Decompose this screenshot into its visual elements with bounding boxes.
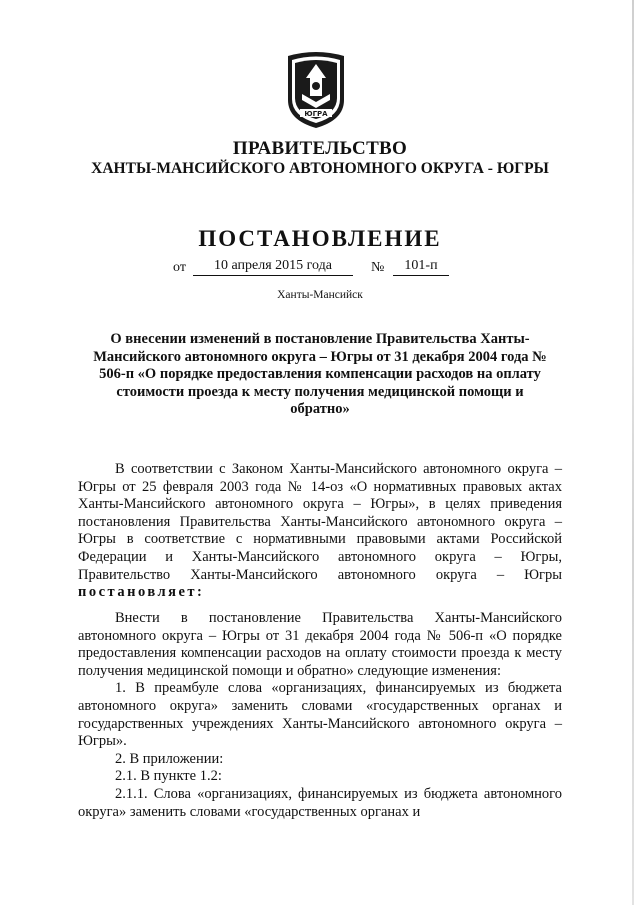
item-2-1: 2.1. В пункте 1.2: <box>115 768 222 785</box>
coat-of-arms-icon <box>284 50 348 130</box>
scan-edge-shadow <box>632 0 634 905</box>
city-name: Ханты-Мансийск <box>277 289 363 301</box>
org-title-line2: ХАНТЫ-МАНСИЙСКОГО АВТОНОМНОГО ОКРУГА - ЮГРЫ <box>91 160 549 177</box>
amendments-block <box>78 610 562 821</box>
number-prefix: № <box>371 260 385 275</box>
intro-paragraph: Внести в постановление Правительства Ханты-Мансийского автономного округа – Югры от 31 декабря 2004 года № 506-п «О порядке предоставления компенсации расходов на оплату стоимости проезда к месту получения медицинской помощи и обратно» следующие изменения: <box>78 610 562 679</box>
org-title-line1: ПРАВИТЕЛЬСТВО <box>232 138 408 159</box>
preamble-block <box>78 461 562 602</box>
item-1: 1. В преамбуле слова «организациях, финансируемых из бюджета автономного округа» заменить словами «государственных органах и государственных учреждениях Ханты-Мансийского автономного округа – Югры». <box>78 680 562 750</box>
date-number-line <box>173 258 473 278</box>
document-number: 101-п <box>393 258 449 276</box>
date-prefix: от <box>173 260 186 275</box>
item-2-1-1: 2.1.1. Слова «организациях, финансируемых из бюджета автономного округа» заменить словами «государственных органах и <box>78 785 562 820</box>
document-title: О внесении изменений в постановление Правительства Ханты-Мансийского автономного округа – Югры от 31 декабря 2004 года № 506-п «О порядке предоставления компенсации расходов на оплату стоимости проезда к месту получения медицинской помощи и обратно» <box>93 331 547 417</box>
document-date: 10 апреля 2015 года <box>193 258 353 276</box>
document-type: ПОСТАНОВЛЕНИЕ <box>198 226 442 251</box>
emblem-label: ЮГРА <box>304 110 328 118</box>
preamble-text: В соответствии с Законом Ханты-Мансийского автономного округа – Югры от 25 февраля 2003 года № 14-оз «О нормативных правовых актах Ханты-Мансийского автономного округа – Югры», в целях приведения постановления Правительства Ханты-Мансийского автономного округа – Югры в соответствие с нормативными правовыми актами Российской Федерации и Ханты-Мансийского автономного округа – Югры, Правительство Ханты-Мансийского автономного округа – Югры <box>78 461 562 583</box>
resolves-word: постановляет: <box>78 584 205 601</box>
preamble-paragraph <box>78 461 562 602</box>
item-2: 2. В приложении: <box>115 750 224 767</box>
